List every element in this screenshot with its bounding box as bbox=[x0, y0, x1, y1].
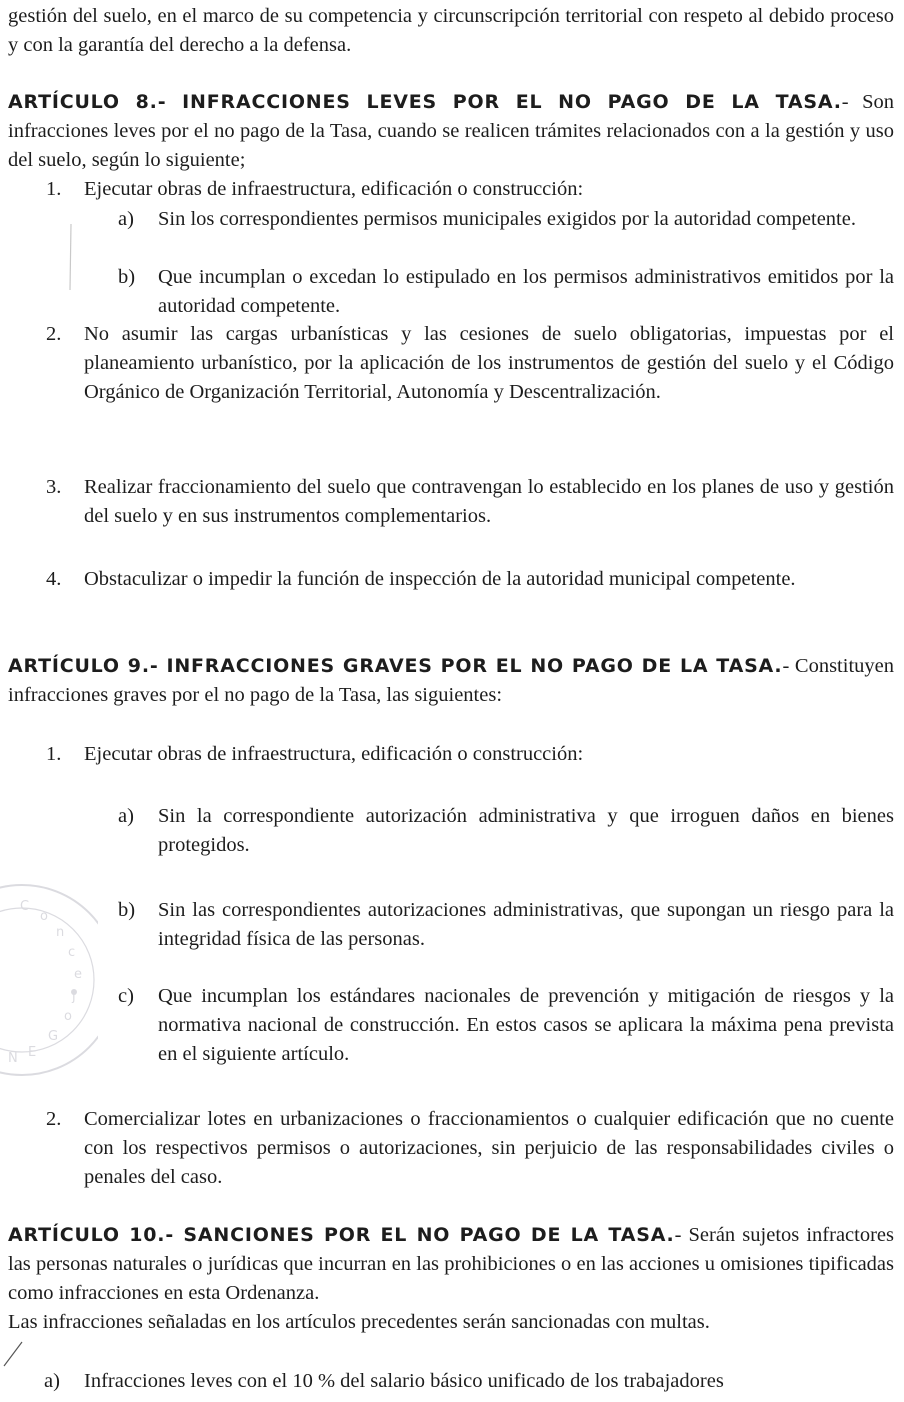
article-8-body: - Son infracciones leves por el no pago de la Tasa, cuando se realicen trámites relacionados con a la gestión y uso del suelo, según lo siguiente; bbox=[8, 91, 895, 171]
list-item-text: Ejecutar obras de infraestructura, edificación o construcción: bbox=[84, 743, 584, 765]
article-9-body: - Constituyen infracciones graves por el no pago de la Tasa, las siguientes: bbox=[8, 655, 894, 706]
list-item-text: Ejecutar obras de infraestructura, edificación o construcción: bbox=[84, 178, 584, 200]
intro-paragraph: gestión del suelo, en el marco de su competencia y circunscripción territorial con respeto al debido proceso y con la garantía del derecho a la defensa. bbox=[8, 5, 894, 56]
list-marker: 4. bbox=[46, 568, 62, 590]
list-marker: 2. bbox=[46, 1108, 62, 1130]
list-item-text: Realizar fraccionamiento del suelo que contravengan lo establecido en los planes de uso y gestión del suelo y en sus instrumentos complementarios. bbox=[84, 476, 894, 527]
list-item-text: Sin los correspondientes permisos municipales exigidos por la autoridad competente. bbox=[158, 208, 856, 230]
list-marker: 1. bbox=[46, 743, 62, 765]
list-subitem bbox=[118, 802, 894, 860]
article-10-paragraph bbox=[8, 1221, 894, 1308]
list-item bbox=[46, 740, 894, 769]
list-item bbox=[46, 473, 894, 531]
article-10-body: - Serán sujetos infractores las personas naturales o jurídicas que incurran en las prohibiciones o en las acciones u omisiones tipificadas como infracciones en esta Ordenanza. bbox=[8, 1224, 894, 1304]
list-item-text: Que incumplan o excedan lo estipulado en los permisos administrativos emitidos por la autoridad competente. bbox=[158, 266, 894, 317]
svg-text:E: E bbox=[28, 1045, 37, 1060]
article-9-paragraph bbox=[8, 652, 894, 710]
list-marker: c) bbox=[118, 985, 134, 1007]
list-item bbox=[46, 565, 894, 594]
article-8-heading: ARTÍCULO 8.- INFRACCIONES LEVES POR EL NO PAGO DE LA TASA. bbox=[8, 91, 842, 113]
svg-text:C: C bbox=[20, 899, 30, 914]
list-item-text: Comercializar lotes en urbanizaciones o fraccionamientos o cualquier edificación que no cuente con los respectivos permisos o autorizaciones, sin perjuicio de las responsabilidades civiles o penales del caso. bbox=[84, 1108, 894, 1188]
list-item-text: No asumir las cargas urbanísticas y las cesiones de suelo obligatorias, impuestas por el planeamiento urbanístico, por la aplicación de los instrumentos de gestión del suelo y el Código Orgánico de Organización Territorial, Autonomía y Descentralización. bbox=[84, 323, 894, 403]
pen-stroke-mark bbox=[2, 1338, 24, 1368]
svg-text:N: N bbox=[8, 1051, 18, 1066]
list-marker: 1. bbox=[46, 178, 62, 200]
list-item-text: Obstaculizar o impedir la función de inspección de la autoridad municipal competente. bbox=[84, 568, 796, 590]
article-10-paragraph-2: Las infracciones señaladas en los artículos precedentes serán sancionadas con multas. bbox=[8, 1311, 710, 1333]
list-item bbox=[46, 1105, 894, 1192]
article-9-heading: ARTÍCULO 9.- INFRACCIONES GRAVES POR EL NO PAGO DE LA TASA. bbox=[8, 655, 783, 677]
svg-text:o: o bbox=[64, 1009, 72, 1024]
list-item-text: Que incumplan los estándares nacionales de prevención y mitigación de riesgos y la normativa nacional de construcción. En estos casos se aplicara la máxima pena prevista en el siguiente artículo. bbox=[158, 985, 894, 1065]
svg-text:e: e bbox=[74, 967, 82, 982]
list-subitem bbox=[118, 982, 894, 1069]
svg-text:c: c bbox=[68, 945, 76, 960]
list-item-text: Infracciones leves con el 10 % del salario básico unificado de los trabajadores bbox=[84, 1370, 724, 1392]
list-subitem bbox=[118, 205, 894, 234]
article-8-paragraph bbox=[8, 88, 894, 175]
article-10-heading: ARTÍCULO 10.- SANCIONES POR EL NO PAGO DE LA TASA. bbox=[8, 1224, 675, 1246]
pen-stroke-mark bbox=[66, 222, 76, 292]
list-subitem bbox=[44, 1367, 894, 1396]
list-marker: a) bbox=[118, 208, 134, 230]
list-marker: a) bbox=[44, 1370, 60, 1392]
svg-text:G: G bbox=[48, 1029, 59, 1044]
list-item-text: Sin la correspondiente autorización administrativa y que irroguen daños en bienes protegidos. bbox=[158, 805, 894, 856]
list-item bbox=[46, 320, 894, 407]
list-marker: b) bbox=[118, 266, 136, 288]
list-item bbox=[46, 175, 894, 204]
list-marker: a) bbox=[118, 805, 134, 827]
official-seal bbox=[0, 880, 98, 1080]
svg-text:n: n bbox=[56, 925, 65, 940]
svg-text:o: o bbox=[40, 909, 48, 924]
list-marker: 2. bbox=[46, 323, 62, 345]
svg-text:j: j bbox=[72, 989, 76, 1004]
list-item-text: Sin las correspondientes autorizaciones administrativas, que supongan un riesgo para la integridad física de las personas. bbox=[158, 899, 894, 950]
list-subitem bbox=[118, 896, 894, 954]
list-marker: 3. bbox=[46, 476, 62, 498]
list-marker: b) bbox=[118, 899, 136, 921]
list-subitem bbox=[118, 263, 894, 321]
